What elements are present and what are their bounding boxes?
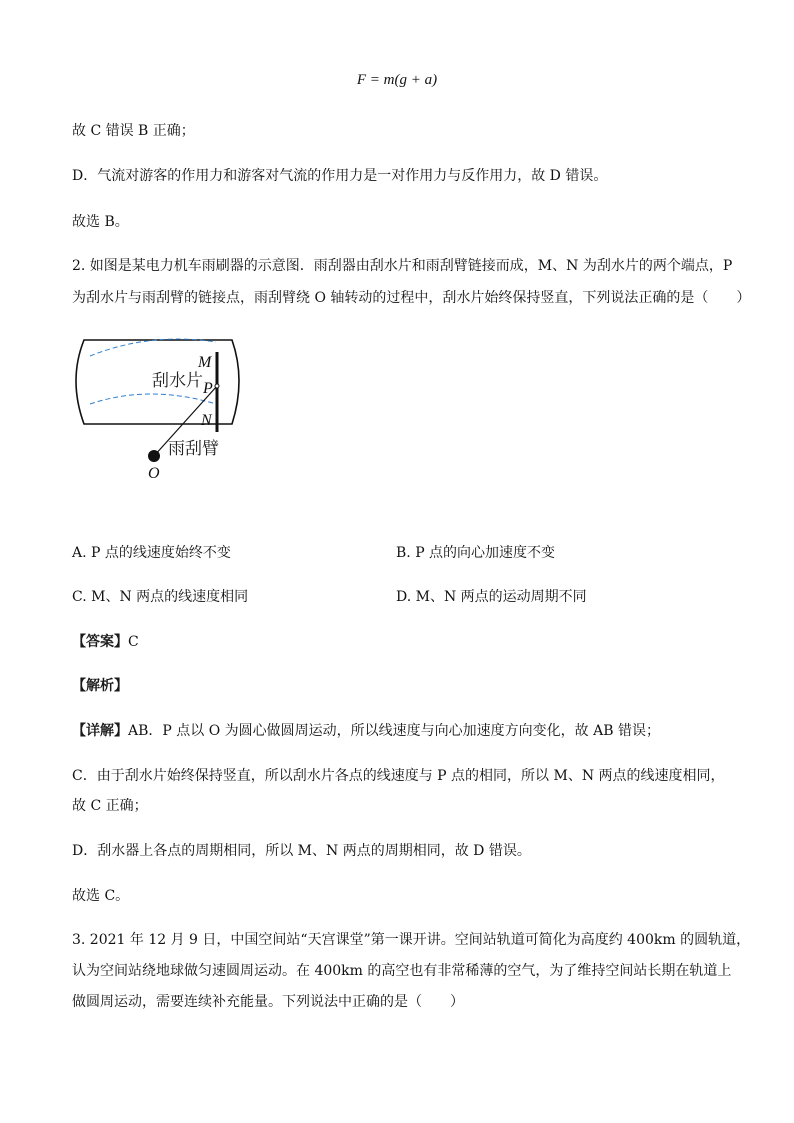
point-p-marker — [215, 384, 219, 388]
analysis-line — [72, 676, 128, 696]
wiper-arc-lower — [90, 394, 216, 404]
wiper-diagram — [70, 330, 240, 490]
question-3-line: 做圆周运动，需要连续补充能量。下列说法中正确的是（ ） — [72, 994, 464, 1010]
label-m: M — [198, 354, 212, 371]
text-line: 故 C 错误 B 正确； — [72, 123, 195, 139]
label-n: N — [201, 412, 212, 429]
explanation-c-line: 故 C 正确； — [72, 798, 148, 814]
conclusion-line: 故选 C。 — [72, 888, 130, 904]
option-b: B. P 点的向心加速度不变 — [396, 545, 556, 561]
explanation-d-line: D．刮水器上各点的周期相同，所以 M、N 两点的周期相同，故 D 错误。 — [72, 843, 531, 859]
question-3-line: 认为空间站绕地球做匀速圆周运动。在 400km 的高空也有非常稀薄的空气，为了维持空间站长期在轨道上 — [72, 963, 732, 979]
option-a: A. P 点的线速度始终不变 — [72, 545, 231, 561]
question-2-stem-line: 为刮水片与雨刮臂的链接点，雨刮臂绕 O 轴转动的过程中，刮水片始终保持竖直，下列说法正确的是（ ） — [72, 290, 751, 306]
pivot-o — [148, 450, 160, 462]
label-blade: 刮水片 — [152, 371, 203, 391]
formula: F = m(g + a) — [356, 72, 438, 88]
detail-line — [72, 721, 660, 741]
answer-tag: 【答案】 — [72, 634, 128, 650]
label-p: P — [203, 380, 213, 397]
option-d: D. M、N 两点的运动周期不同 — [396, 589, 587, 605]
text-line: 故选 B。 — [72, 214, 129, 230]
text-line: D．气流对游客的作用力和游客对气流的作用力是一对作用力与反作用力，故 D 错误。 — [72, 168, 608, 184]
explanation-c-line: C．由于刮水片始终保持竖直，所以刮水片各点的线速度与 P 点的相同，所以 M、N 两点的线速度相同， — [72, 768, 725, 784]
label-arm: 雨刮臂 — [168, 439, 219, 459]
answer-line — [72, 632, 139, 652]
detail-tag: 【详解】 — [72, 723, 128, 739]
label-o: O — [148, 465, 160, 482]
option-c: C. M、N 两点的线速度相同 — [72, 589, 249, 605]
analysis-tag: 【解析】 — [72, 678, 128, 694]
question-3-line: 3. 2021 年 12 月 9 日，中国空间站“天宫课堂”第一课开讲。空间站轨道可简化为高度约 400km 的圆轨道， — [72, 932, 751, 948]
question-2-stem-line: 2. 如图是某电力机车雨刷器的示意图．雨刮器由刮水片和雨刮臂链接而成，M、N 为刮水片的两个端点，P — [72, 258, 733, 274]
answer-value: C — [128, 634, 139, 650]
detail-text: AB．P 点以 O 为圆心做圆周运动，所以线速度与向心加速度方向变化，故 AB 错误； — [128, 723, 660, 739]
